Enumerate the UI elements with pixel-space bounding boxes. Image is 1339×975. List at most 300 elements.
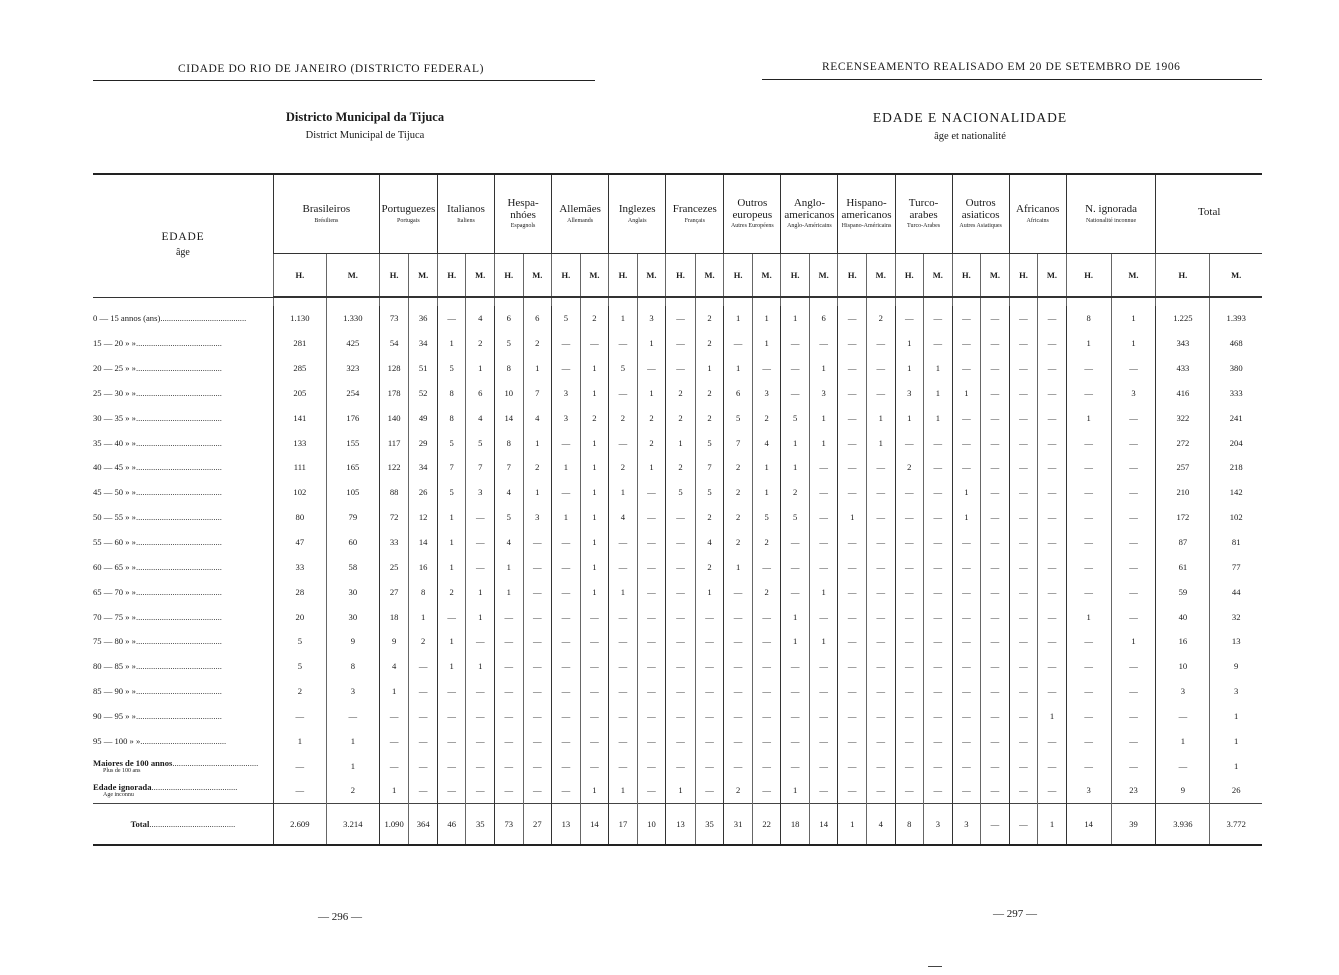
cell-women: — — [695, 728, 724, 753]
cell-women: 1 — [637, 331, 666, 356]
page-number-right: — 297 — — [993, 908, 1037, 920]
cell-women: — — [637, 530, 666, 555]
cell-women: — — [466, 554, 495, 579]
table-row — [93, 530, 1262, 555]
row-label: 50 — 55 » » — [93, 512, 136, 523]
cell-men: — — [1009, 803, 1038, 845]
cell-men: 117 — [379, 430, 409, 455]
cell-women: — — [1038, 381, 1067, 406]
cell-women: — — [809, 455, 838, 480]
cell-men: 1 — [1156, 728, 1210, 753]
age-nationality-table — [93, 173, 1262, 846]
cell-men: 9 — [1156, 778, 1210, 803]
cell-men: — — [952, 530, 981, 555]
spacer-cell — [637, 297, 666, 306]
cell-men: — — [666, 554, 696, 579]
cell-women: — — [466, 778, 495, 803]
leader-dots: ........................................ — [135, 387, 222, 398]
women-header: M. — [637, 254, 666, 298]
leader-dots: ........................................ — [149, 818, 236, 829]
cell-women: 3.772 — [1210, 803, 1262, 845]
cell-women: 1 — [1038, 803, 1067, 845]
group-name: Portuguezes — [381, 203, 436, 216]
cell-men: 8 — [495, 356, 524, 381]
cell-men: 5 — [437, 356, 466, 381]
cell-women: 2 — [866, 306, 895, 331]
cell-men: — — [895, 704, 924, 729]
cell-women: 468 — [1210, 331, 1262, 356]
cell-women: 176 — [326, 405, 379, 430]
cell-men: — — [781, 654, 810, 679]
cell-women: 5 — [752, 505, 781, 530]
spacer-cell — [981, 297, 1010, 306]
cell-men: — — [552, 704, 581, 729]
cell-women: 1 — [752, 331, 781, 356]
spacer-cell — [495, 297, 524, 306]
cell-women: 1 — [1111, 331, 1156, 356]
cell-women: 323 — [326, 356, 379, 381]
cell-women: — — [752, 704, 781, 729]
leader-dots: ........................................ — [135, 462, 222, 473]
cell-men: 4 — [609, 505, 638, 530]
cell-women: 1 — [809, 629, 838, 654]
cell-women: 4 — [466, 306, 495, 331]
cell-women: 1 — [580, 554, 609, 579]
table-row — [93, 455, 1262, 480]
group-name: Hispano-americanos — [841, 197, 892, 221]
cell-women: — — [924, 554, 953, 579]
cell-women: 254 — [326, 381, 379, 406]
group-header-13 — [1066, 174, 1156, 254]
group-header-3 — [495, 174, 552, 254]
spacer-cell — [1111, 297, 1156, 306]
spacer-cell — [1038, 297, 1067, 306]
cell-women: — — [866, 604, 895, 629]
cell-women: 8 — [326, 654, 379, 679]
cell-women: — — [695, 604, 724, 629]
cell-women: — — [523, 554, 552, 579]
cell-men: — — [609, 331, 638, 356]
cell-women: 1 — [752, 455, 781, 480]
cell-women: 7 — [695, 455, 724, 480]
row-label: 95 — 100 » » — [93, 735, 141, 746]
cell-women: — — [1038, 430, 1067, 455]
cell-women: — — [981, 331, 1010, 356]
row-label-cell — [93, 753, 273, 778]
cell-men: — — [666, 753, 696, 778]
cell-men: — — [495, 728, 524, 753]
cell-women: 1 — [580, 579, 609, 604]
cell-men: 4 — [495, 480, 524, 505]
cell-women: 1.330 — [326, 306, 379, 331]
cell-men: 28 — [273, 579, 326, 604]
group-name: Total — [1197, 206, 1221, 219]
cell-men: 5 — [437, 480, 466, 505]
cell-men: — — [1009, 505, 1038, 530]
cell-men: 18 — [379, 604, 409, 629]
men-header: H. — [1156, 254, 1210, 298]
cell-women: — — [466, 505, 495, 530]
cell-men: 1 — [781, 778, 810, 803]
cell-women: — — [466, 629, 495, 654]
cell-women: — — [523, 604, 552, 629]
row-label-cell — [93, 629, 273, 654]
cell-women: 1 — [809, 405, 838, 430]
cell-men: — — [273, 704, 326, 729]
cell-women: — — [1038, 505, 1067, 530]
group-header-0 — [273, 174, 379, 254]
table-row — [93, 430, 1262, 455]
group-name: Turco-arabes — [908, 197, 939, 221]
row-label-cell — [93, 554, 273, 579]
cell-men: 1 — [838, 803, 867, 845]
cell-men: 1 — [781, 455, 810, 480]
row-label-fr: Plus de 100 ans — [103, 767, 141, 774]
cell-men: 2 — [781, 480, 810, 505]
cell-women: — — [409, 778, 438, 803]
cell-men: 1 — [495, 579, 524, 604]
spacer-cell — [437, 297, 466, 306]
cell-women: — — [1038, 728, 1067, 753]
women-header: M. — [466, 254, 495, 298]
row-label-cell — [93, 654, 273, 679]
cell-women: — — [981, 505, 1010, 530]
cell-men: — — [781, 331, 810, 356]
group-name: Italianos — [447, 203, 485, 216]
cell-women: — — [695, 704, 724, 729]
cell-women: 1 — [580, 505, 609, 530]
cell-men: 322 — [1156, 405, 1210, 430]
cell-men: — — [952, 654, 981, 679]
cell-men: 1 — [437, 331, 466, 356]
cell-men: — — [838, 629, 867, 654]
cell-women: 4 — [466, 405, 495, 430]
cell-men: 1 — [895, 405, 924, 430]
cell-men: 47 — [273, 530, 326, 555]
cell-men: — — [952, 554, 981, 579]
cell-men: 1 — [781, 306, 810, 331]
cell-women: — — [1111, 579, 1156, 604]
cell-men: 8 — [1066, 306, 1111, 331]
cell-women: — — [866, 704, 895, 729]
cell-men: 1 — [609, 480, 638, 505]
cell-men: — — [1066, 654, 1111, 679]
cell-men: — — [781, 356, 810, 381]
cell-men: — — [838, 381, 867, 406]
cell-women: 1 — [580, 455, 609, 480]
cell-women: 3 — [637, 306, 666, 331]
cell-women: — — [523, 704, 552, 729]
cell-men: 6 — [724, 381, 753, 406]
cell-men: — — [838, 306, 867, 331]
cell-women: — — [866, 728, 895, 753]
leader-dots: ........................................ — [160, 313, 247, 324]
group-name: Francezes — [672, 203, 717, 216]
table-row — [93, 778, 1262, 803]
cell-men: 6 — [495, 306, 524, 331]
cell-men: — — [1009, 753, 1038, 778]
cell-women: — — [752, 654, 781, 679]
cell-women: 2 — [695, 405, 724, 430]
cell-women: — — [523, 629, 552, 654]
row-label-cell — [93, 331, 273, 356]
cell-men: 5 — [273, 654, 326, 679]
cell-women: — — [637, 654, 666, 679]
cell-men: 33 — [379, 530, 409, 555]
cell-women: 2 — [695, 306, 724, 331]
leader-dots: ........................................ — [135, 512, 222, 523]
leader-dots: ........................................ — [135, 537, 222, 548]
cell-men: 1.130 — [273, 306, 326, 331]
cell-men: — — [1009, 331, 1038, 356]
cell-men: — — [552, 430, 581, 455]
cell-men: — — [552, 554, 581, 579]
cell-men: 7 — [724, 430, 753, 455]
cell-men: — — [1066, 629, 1111, 654]
cell-men: — — [724, 331, 753, 356]
group-header-12 — [1009, 174, 1066, 254]
cell-women: 1 — [326, 728, 379, 753]
cell-men: — — [952, 356, 981, 381]
table-row — [93, 728, 1262, 753]
men-header: H. — [895, 254, 924, 298]
cell-women: — — [924, 455, 953, 480]
cell-women: — — [466, 753, 495, 778]
table-row — [93, 679, 1262, 704]
cell-women: 2 — [752, 579, 781, 604]
row-label: 45 — 50 » » — [93, 487, 136, 498]
cell-men: 2 — [666, 381, 696, 406]
row-label: 90 — 95 » » — [93, 710, 136, 721]
cell-men: — — [609, 704, 638, 729]
cell-men: — — [552, 579, 581, 604]
cell-men: — — [609, 604, 638, 629]
spacer-cell — [273, 297, 326, 306]
cell-men: — — [666, 331, 696, 356]
cell-men: 59 — [1156, 579, 1210, 604]
cell-men: — — [609, 679, 638, 704]
women-header: M. — [981, 254, 1010, 298]
cell-men: — — [1009, 381, 1038, 406]
cell-women: — — [809, 331, 838, 356]
cell-men: — — [552, 629, 581, 654]
table-row — [93, 356, 1262, 381]
cell-men: — — [781, 753, 810, 778]
cell-women: 1 — [752, 480, 781, 505]
cell-women: — — [695, 778, 724, 803]
cell-men: — — [1009, 679, 1038, 704]
cell-women: 1 — [1111, 629, 1156, 654]
cell-women: — — [924, 579, 953, 604]
leader-dots: ........................................ — [135, 363, 222, 374]
group-name-fr: Allemands — [567, 217, 594, 224]
cell-women: — — [695, 753, 724, 778]
cell-women: — — [924, 753, 953, 778]
cell-women: — — [866, 331, 895, 356]
header-rule-right — [762, 79, 1262, 80]
cell-women: — — [866, 381, 895, 406]
cell-women: — — [809, 778, 838, 803]
cell-women: — — [1111, 356, 1156, 381]
cell-men: — — [552, 679, 581, 704]
row-label-cell — [93, 455, 273, 480]
cell-men: — — [724, 604, 753, 629]
table-row — [93, 704, 1262, 729]
cell-women: — — [637, 629, 666, 654]
cell-men: 1 — [552, 455, 581, 480]
cell-men: — — [952, 728, 981, 753]
cell-men: 1.090 — [379, 803, 409, 845]
total-row — [93, 803, 1262, 845]
cell-men: — — [838, 728, 867, 753]
cell-women: 79 — [326, 505, 379, 530]
cell-men: — — [1066, 753, 1111, 778]
cell-women: 6 — [809, 306, 838, 331]
cell-men: — — [781, 381, 810, 406]
cell-women: 14 — [580, 803, 609, 845]
cell-women: — — [866, 579, 895, 604]
leader-dots: ........................................ — [135, 487, 222, 498]
cell-men: 433 — [1156, 356, 1210, 381]
cell-women: 27 — [523, 803, 552, 845]
cell-women: 9 — [326, 629, 379, 654]
cell-men: 4 — [379, 654, 409, 679]
row-label: 55 — 60 » » — [93, 537, 136, 548]
cell-women: — — [752, 753, 781, 778]
cell-women: — — [637, 579, 666, 604]
cell-men: — — [1009, 430, 1038, 455]
cell-men: — — [552, 753, 581, 778]
cell-men: — — [724, 579, 753, 604]
table-row — [93, 381, 1262, 406]
women-header: M. — [523, 254, 552, 298]
cell-women: 241 — [1210, 405, 1262, 430]
cell-women: 1 — [924, 356, 953, 381]
cell-women: 52 — [409, 381, 438, 406]
cell-men: — — [495, 604, 524, 629]
cell-men: — — [1009, 306, 1038, 331]
cell-men: 10 — [495, 381, 524, 406]
cell-women: — — [866, 654, 895, 679]
cell-women: 2 — [466, 331, 495, 356]
cell-women: — — [580, 654, 609, 679]
cell-men: — — [1156, 753, 1210, 778]
cell-men: — — [666, 579, 696, 604]
row-label-cell — [93, 704, 273, 729]
cell-men: — — [437, 679, 466, 704]
cell-women: 34 — [409, 331, 438, 356]
group-header-row — [93, 174, 1262, 254]
cell-women: — — [637, 679, 666, 704]
cell-women: 30 — [326, 579, 379, 604]
cell-women: 2 — [695, 381, 724, 406]
cell-men: — — [895, 728, 924, 753]
cell-men: — — [1156, 704, 1210, 729]
cell-women: 2 — [580, 405, 609, 430]
cell-women: 4 — [866, 803, 895, 845]
cell-women: — — [981, 654, 1010, 679]
table-row — [93, 579, 1262, 604]
cell-women: 3 — [809, 381, 838, 406]
cell-women: — — [523, 728, 552, 753]
cell-women: — — [1038, 604, 1067, 629]
cell-women: 425 — [326, 331, 379, 356]
men-header: H. — [552, 254, 581, 298]
spacer-cell — [838, 297, 867, 306]
district-title: Districto Municipal da Tijuca — [285, 110, 445, 124]
cell-women: — — [866, 679, 895, 704]
group-header-9 — [838, 174, 895, 254]
cell-women: 333 — [1210, 381, 1262, 406]
cell-men: 1 — [495, 554, 524, 579]
cell-men: 210 — [1156, 480, 1210, 505]
spacer-cell — [552, 297, 581, 306]
cell-men: — — [609, 629, 638, 654]
women-header: M. — [409, 254, 438, 298]
cell-men: — — [838, 530, 867, 555]
row-label-cell — [93, 803, 273, 845]
cell-women: — — [466, 728, 495, 753]
cell-men: — — [666, 356, 696, 381]
row-label: 85 — 90 » » — [93, 686, 136, 697]
cell-men: 73 — [379, 306, 409, 331]
leader-dots: ........................................ — [135, 686, 222, 697]
cell-women: 2 — [409, 629, 438, 654]
cell-women: 5 — [695, 480, 724, 505]
cell-women: 6 — [523, 306, 552, 331]
cell-men: — — [666, 629, 696, 654]
cell-women: 44 — [1210, 579, 1262, 604]
cell-men: 40 — [1156, 604, 1210, 629]
cell-men: 13 — [552, 803, 581, 845]
cell-women: 102 — [1210, 505, 1262, 530]
cell-men: 5 — [781, 405, 810, 430]
cell-men: 1 — [379, 679, 409, 704]
cell-men: — — [609, 753, 638, 778]
cell-women: 1 — [466, 579, 495, 604]
row-label: 60 — 65 » » — [93, 561, 136, 572]
cell-men: — — [724, 728, 753, 753]
cell-women: 1 — [809, 430, 838, 455]
cell-women: 3 — [1111, 381, 1156, 406]
table-row — [93, 753, 1262, 778]
cell-women: 7 — [523, 381, 552, 406]
cell-women: — — [637, 753, 666, 778]
cell-women: 155 — [326, 430, 379, 455]
cell-men: 2 — [724, 778, 753, 803]
cell-women: — — [809, 728, 838, 753]
cell-women: — — [580, 629, 609, 654]
group-header-2 — [437, 174, 494, 254]
cell-men: 3 — [1156, 679, 1210, 704]
cell-men: — — [552, 604, 581, 629]
cell-women: — — [409, 728, 438, 753]
cell-men: — — [838, 704, 867, 729]
cell-men: 281 — [273, 331, 326, 356]
cell-women: 5 — [695, 430, 724, 455]
cell-women: 1.393 — [1210, 306, 1262, 331]
group-header-14 — [1156, 174, 1262, 254]
cell-men: 1 — [437, 654, 466, 679]
district-subtitle: District Municipal de Tijuca — [305, 130, 425, 141]
header-left: CIDADE DO RIO DE JANEIRO (DISTRICTO FEDERAL) — [178, 63, 485, 75]
cell-women: — — [924, 629, 953, 654]
spacer-cell — [1210, 297, 1262, 306]
cell-women: — — [580, 728, 609, 753]
cell-men: 73 — [495, 803, 524, 845]
group-name: Outros asiaticos — [961, 197, 1000, 221]
cell-women: — — [326, 704, 379, 729]
